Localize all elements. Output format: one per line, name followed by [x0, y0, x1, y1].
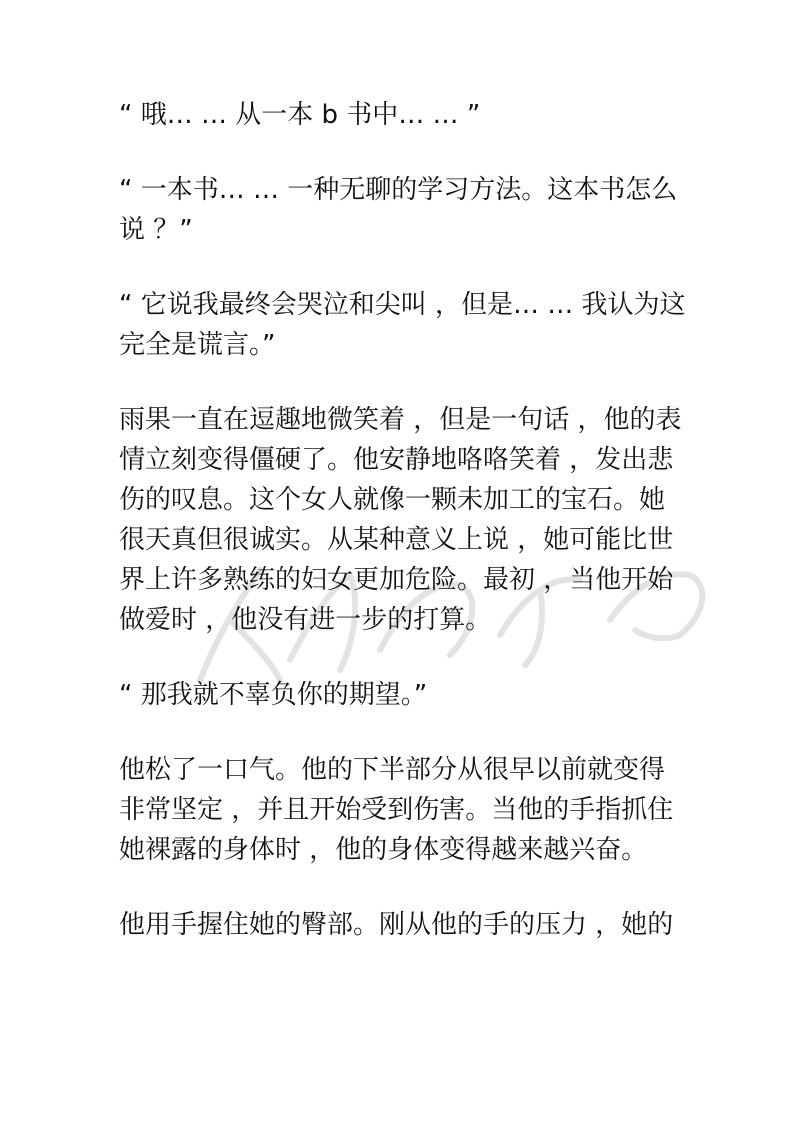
text-column: [119, 95, 686, 980]
text-line: 他松了一口气。他的下半部分从很早以前就变得: [119, 755, 666, 785]
text-line: 完全是谎言。”: [119, 330, 276, 360]
text-line: 她裸露的身体时 ，他的身体变得越来越兴奋。: [119, 835, 648, 865]
text-line: 非常坚定 ，并且开始受到伤害。当他的手指抓住: [119, 795, 674, 825]
paragraph-2: [119, 170, 679, 250]
text-line: “ 哦… … 从一本 b 书中… … ”: [119, 100, 481, 130]
text-line: 他用手握住她的臀部。刚从他的手的压力 ，她的: [119, 910, 674, 940]
text-line: 雨果一直在逗趣地微笑着 ，但是一句话 ，他的表: [119, 405, 682, 435]
text-line: 说 ？”: [119, 215, 193, 245]
text-line: 界上许多熟练的妇女更加危险。最初 ，当他开始: [119, 565, 674, 595]
text-line: 做爱时 ，他没有进一步的打算。: [119, 605, 492, 635]
paragraph-5: [119, 675, 679, 715]
paragraph-1: [119, 95, 679, 135]
text-line: 很天真但很诚实。从某种意义上说 ，她可能比世: [119, 525, 674, 555]
text-line: “ 一本书… … 一种无聊的学习方法。这本书怎么: [119, 175, 678, 205]
text-line: “ 它说我最终会哭泣和尖叫 ，但是… … 我认为这: [119, 290, 686, 320]
paragraph-6: [119, 750, 679, 870]
text-line: “ 那我就不辜负你的期望。”: [119, 680, 428, 710]
paragraph-7: [119, 905, 679, 945]
paragraph-4: [119, 400, 682, 640]
paragraph-3: [119, 285, 686, 365]
text-line: 伤的叹息。这个女人就像一颗未加工的宝石。她: [119, 485, 666, 515]
text-line: 情立刻变得僵硬了。他安静地咯咯笑着 ，发出悲: [119, 445, 674, 475]
